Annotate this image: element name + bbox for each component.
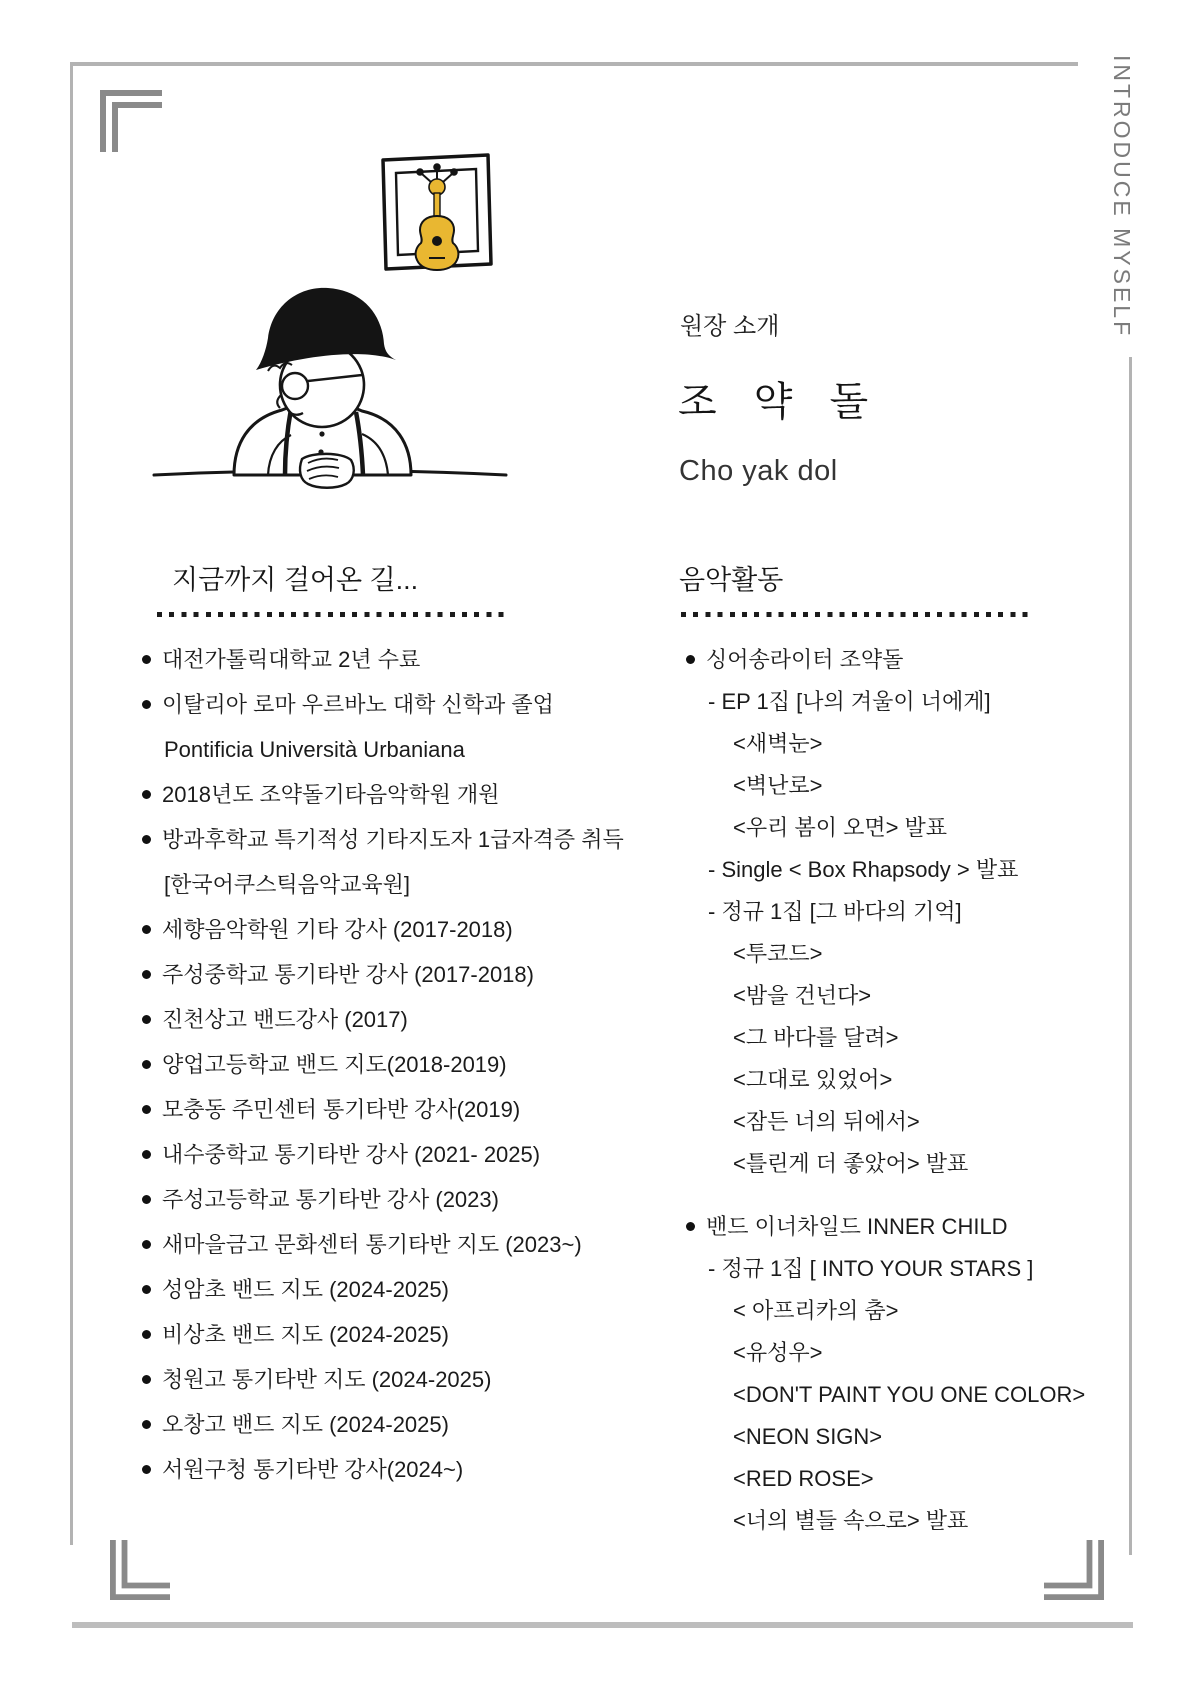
- career-item: 내수중학교 통기타반 강사 (2021- 2025): [142, 1143, 582, 1166]
- music-song: <새벽눈>: [733, 731, 823, 756]
- side-vertical-label: INTRODUCE MYSELF: [1109, 55, 1135, 339]
- music-heading: 음악활동: [679, 565, 784, 595]
- music-song: < 아프리카의 춤>: [733, 1298, 899, 1323]
- career-item: 주성중학교 통기타반 강사 (2017-2018): [142, 963, 582, 986]
- career-item-sub: [한국어쿠스틱음악교육원]: [164, 872, 410, 897]
- music-song: <그 바다를 달려>: [733, 1025, 899, 1050]
- music-song: <벽난로>: [733, 773, 823, 798]
- corner-bracket-bottom-left-icon: [110, 1540, 170, 1600]
- music-song: <우리 봄이 오면> 발표: [733, 815, 948, 840]
- music-dotted-divider: [681, 612, 1029, 617]
- music-song: <투코드>: [733, 941, 823, 966]
- career-item: 청원고 통기타반 지도 (2024-2025): [142, 1368, 582, 1391]
- music-entry: - 정규 1집 [ INTO YOUR STARS ]: [708, 1256, 1034, 1281]
- music-song: <밤을 건넌다>: [733, 983, 872, 1008]
- seated-man-icon: [234, 288, 411, 488]
- career-item: 모충동 주민센터 통기타반 강사(2019): [142, 1098, 582, 1121]
- framed-guitar-picture-icon: [383, 155, 491, 270]
- career-item: 비상초 밴드 지도 (2024-2025): [142, 1323, 582, 1346]
- frame-left-border: [70, 62, 73, 1545]
- career-item: 양업고등학교 밴드 지도(2018-2019): [142, 1053, 582, 1076]
- music-song: <NEON SIGN>: [733, 1424, 883, 1449]
- music-entry: - Single < Box Rhapsody > 발표: [708, 857, 1019, 882]
- director-name-roman: Cho yak dol: [679, 455, 838, 487]
- music-song: <RED ROSE>: [733, 1466, 874, 1491]
- career-item: 오창고 밴드 지도 (2024-2025): [142, 1413, 582, 1436]
- director-name: 조 약 돌: [678, 380, 882, 424]
- music-song: <유성우>: [733, 1340, 823, 1365]
- career-item: 주성고등학교 통기타반 강사 (2023): [142, 1188, 582, 1211]
- career-item-sub: Pontificia Università Urbaniana: [164, 737, 465, 762]
- career-dotted-divider: [157, 612, 509, 617]
- career-item: 세향음악학원 기타 강사 (2017-2018): [142, 918, 582, 941]
- director-illustration: [150, 148, 510, 493]
- music-entry: - 정규 1집 [그 바다의 기억]: [708, 899, 962, 924]
- corner-bracket-top-left-icon: [100, 90, 162, 152]
- career-item: 성암초 밴드 지도 (2024-2025): [142, 1278, 582, 1301]
- career-item: 2018년도 조약돌기타음악학원 개원: [142, 783, 582, 806]
- career-item: 새마을금고 문화센터 통기타반 지도 (2023~): [142, 1233, 582, 1256]
- music-entry: - EP 1집 [나의 겨울이 너에게]: [708, 689, 991, 714]
- music-song: <DON'T PAINT YOU ONE COLOR>: [733, 1382, 1086, 1407]
- music-section: [679, 558, 1166, 1551]
- music-group-title: 밴드 이너차일드 INNER CHILD: [686, 1215, 1166, 1238]
- music-list: [686, 648, 1166, 1532]
- career-item: 서원구청 통기타반 강사(2024~): [142, 1458, 582, 1481]
- career-item: 대전가톨릭대학교 2년 수료: [142, 648, 582, 671]
- career-heading: 지금까지 걸어온 길...: [172, 565, 419, 595]
- career-item: 이탈리아 로마 우르바노 대학 신학과 졸업: [142, 693, 582, 716]
- music-song: <그대로 있었어>: [733, 1067, 893, 1092]
- music-song: <너의 별들 속으로> 발표: [733, 1508, 969, 1533]
- profile-section-label: 원장 소개: [680, 313, 780, 340]
- music-song: <틀린게 더 좋았어> 발표: [733, 1151, 969, 1176]
- career-item: 진천상고 밴드강사 (2017): [142, 1008, 582, 1031]
- music-group-title: 싱어송라이터 조약돌: [686, 648, 1166, 671]
- music-song: <잠든 너의 뒤에서>: [733, 1109, 920, 1134]
- career-section: [142, 558, 624, 1503]
- career-list: [142, 647, 624, 1482]
- career-item: 방과후학교 특기적성 기타지도자 1급자격증 취득: [142, 828, 582, 851]
- frame-bottom-border: [72, 1622, 1133, 1628]
- frame-top-border: [72, 62, 1078, 66]
